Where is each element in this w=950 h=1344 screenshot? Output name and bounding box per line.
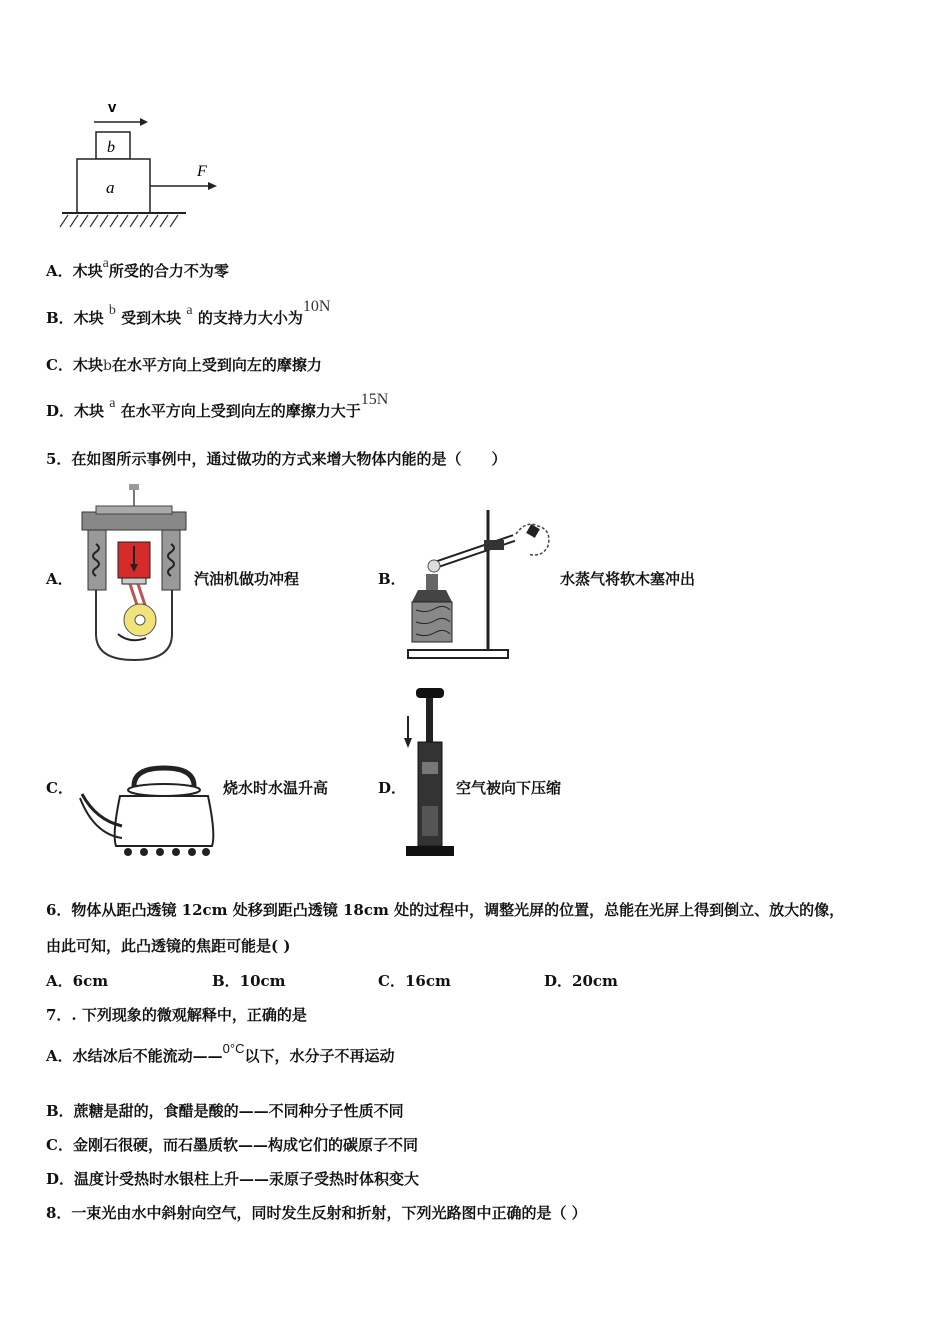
q4-option-a-prefix: A．木块 bbox=[46, 262, 103, 280]
force-label: F bbox=[197, 163, 207, 180]
q4-option-d[interactable] bbox=[46, 391, 389, 421]
engine-icon bbox=[74, 484, 194, 664]
q4-option-b-prefix: B．木块 bbox=[46, 309, 104, 327]
q4-option-a-var: a bbox=[102, 256, 109, 271]
block-a-label: a bbox=[106, 178, 115, 197]
q5-option-c-letter[interactable]: C． bbox=[46, 779, 73, 797]
q7-option-d[interactable]: D．温度计受热时水银柱上升——汞原子受热时体积变大 bbox=[46, 1170, 420, 1188]
q5-option-a-caption: 汽油机做功冲程 bbox=[194, 570, 300, 588]
q5-stem: 5．在如图所示事例中，通过做功的方式来增大物体内能的是（ ） bbox=[46, 450, 507, 468]
q4-option-c-prefix: C．木块 bbox=[46, 356, 103, 374]
q5-option-b-letter[interactable]: B． bbox=[378, 570, 406, 588]
q4-option-c-var: b bbox=[102, 358, 112, 374]
q4-option-b-mid: 受到木块 bbox=[121, 309, 182, 327]
q7-option-a-temp: 0°C bbox=[222, 1041, 245, 1056]
q7-option-a[interactable] bbox=[46, 1041, 395, 1066]
q7-option-a-prefix: A．水结冰后不能流动—— bbox=[46, 1047, 223, 1065]
ground-hatch bbox=[60, 215, 178, 227]
q5-option-d-letter[interactable]: D． bbox=[378, 779, 407, 797]
q4-option-b-var1: b bbox=[108, 303, 116, 318]
q4-option-b-text: 的支持力大小为 bbox=[197, 309, 303, 327]
q7-option-b[interactable]: B．蔗糖是甜的，食醋是酸的——不同种分子性质不同 bbox=[46, 1102, 404, 1120]
velocity-arrowhead bbox=[140, 118, 148, 126]
q4-option-d-prefix: D．木块 bbox=[46, 402, 105, 420]
q7-stem: 7．. 下列现象的微观解释中，正确的是 bbox=[46, 1006, 307, 1024]
q5-option-b-caption: 水蒸气将软木塞冲出 bbox=[560, 570, 696, 588]
q6-options bbox=[46, 970, 618, 991]
q5-option-a-letter[interactable]: A． bbox=[46, 570, 73, 588]
air-pump-icon bbox=[402, 686, 456, 858]
q4-option-c[interactable] bbox=[46, 354, 322, 375]
q4-option-d-var: a bbox=[109, 396, 116, 411]
test-tube-icon bbox=[404, 504, 560, 662]
q6-option-d[interactable]: D．20cm bbox=[544, 972, 618, 990]
velocity-label: v bbox=[108, 99, 117, 116]
q5-option-d-caption: 空气被向下压缩 bbox=[456, 779, 562, 797]
kettle-icon bbox=[76, 764, 222, 860]
q6-option-b[interactable]: B．10cm bbox=[212, 972, 286, 990]
q4-option-b-var2: a bbox=[186, 303, 193, 318]
q4-option-d-value: 15N bbox=[360, 391, 389, 408]
q6-stem-line2: 由此可知，此凸透镜的焦距可能是( ) bbox=[46, 937, 291, 955]
q4-option-a[interactable] bbox=[46, 256, 229, 281]
force-arrowhead bbox=[208, 182, 217, 190]
q4-option-c-text: 在水平方向上受到向左的摩擦力 bbox=[111, 356, 322, 374]
block-b-label: b bbox=[107, 139, 115, 156]
q7-option-c[interactable]: C．金刚石很硬，而石墨质软——构成它们的碳原子不同 bbox=[46, 1136, 418, 1154]
q8-stem: 8．一束光由水中斜射向空气，同时发生反射和折射，下列光路图中正确的是（ ） bbox=[46, 1204, 587, 1222]
q6-option-c[interactable]: C．16cm bbox=[378, 972, 451, 990]
q4-option-b[interactable] bbox=[46, 298, 331, 328]
block-force-diagram bbox=[56, 96, 226, 236]
q4-option-b-value: 10N bbox=[302, 298, 331, 315]
q4-option-a-text: 所受的合力不为零 bbox=[108, 262, 229, 280]
q6-stem-line1: 6．物体从距凸透镜 12cm 处移到距凸透镜 18cm 处的过程中，调整光屏的位置，总能在光屏上得到倒立、放大的像， bbox=[46, 901, 845, 919]
q6-option-a[interactable]: A．6cm bbox=[46, 972, 109, 990]
q7-option-a-text: 以下，水分子不再运动 bbox=[244, 1047, 395, 1065]
q4-option-d-text: 在水平方向上受到向左的摩擦力大于 bbox=[120, 402, 361, 420]
q5-option-c-caption: 烧水时水温升高 bbox=[223, 779, 329, 797]
